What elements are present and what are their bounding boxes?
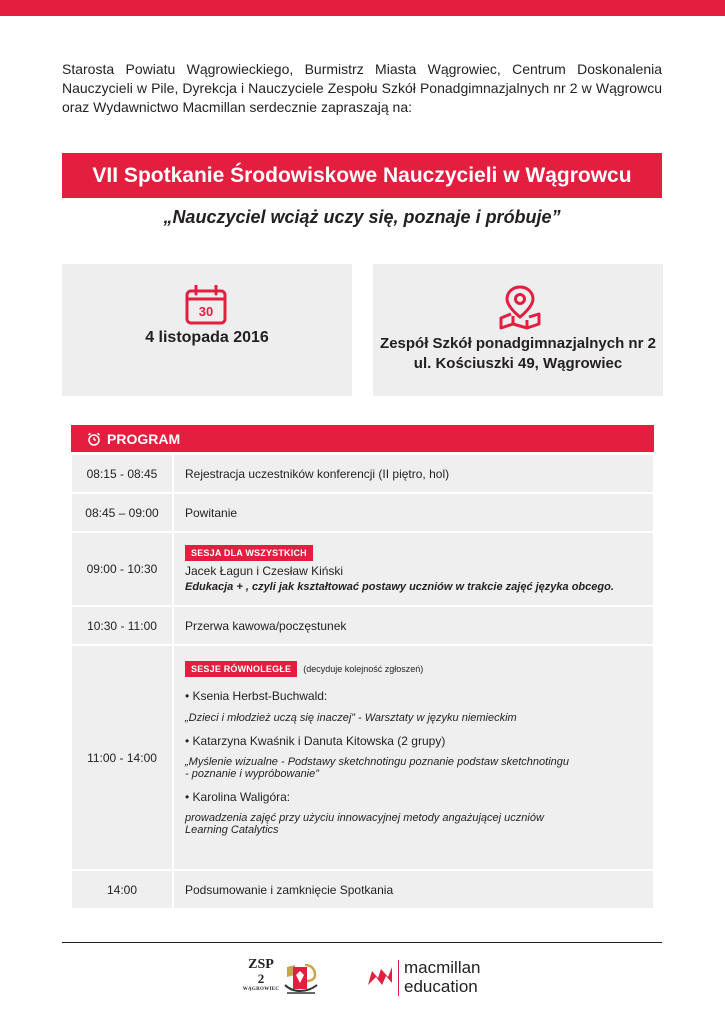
row-description: Podsumowanie i zamknięcie Spotkania [185,882,394,897]
invitation-intro: Starosta Powiatu Wągrowieckiego, Burmistrz Miasta Wągrowiec, Centrum Doskonalenia Nauczycieli w Pile, Dyrekcja i Nauczyciele Zespołu Szkół Ponadgimnazjalnych nr 2 w Wągrowcu oraz Wydawnictwo Macmillan serdecznie zapraszają na: [62,61,662,115]
logo-separator [398,960,399,996]
table-row [72,871,653,908]
session-topic-cont: - poznanie i wypróbowanie” [185,768,319,780]
session-note: (decyduje kolejność zgłoszeń) [303,664,424,674]
row-description: Przerwa kawowa/poczęstunek [185,618,347,633]
program-heading: PROGRAM [107,430,181,447]
table-row [72,607,653,644]
school-emblem-icon [281,957,321,999]
location-name: Zespół Szkół ponadgimnazjalnych nr 2 [380,335,656,352]
education-wordmark: education [404,977,478,996]
event-motto: „Nauczyciel wciąż uczy się, poznaje i próbuje” [163,207,561,227]
row-description: Powitanie [185,505,238,520]
top-accent-bar [0,0,725,16]
event-title-banner [62,153,662,198]
table-row [72,646,653,869]
event-title: VII Spotkanie Środowiskowe Nauczycieli w Wągrowcu [92,163,632,187]
program-header [71,425,654,452]
session-speaker: • Katarzyna Kwaśnik i Danuta Kitowska (2 grupy) [185,734,446,748]
row-time: 08:15 - 08:45 [72,455,174,492]
macmillan-m-icon [366,963,394,989]
session-speaker: • Karolina Waligóra: [185,790,291,804]
calendar-icon [185,285,227,330]
row-description: Rejestracja uczestników konferencji (II piętro, hol) [185,466,450,481]
map-pin-icon [498,284,542,335]
macmillan-logo [366,958,506,998]
zsp-school-logo: ZSP 2 WĄGROWIEC [241,957,321,1003]
footer-divider [62,942,662,943]
table-row [72,494,653,531]
table-row [72,455,653,492]
table-row [72,533,653,605]
row-time: 11:00 - 14:00 [72,646,174,869]
session-topic: Edukacja + , czyli jak kształtować postawy uczniów w trakcie zajęć języka obcego. [185,581,614,593]
session-topic-cont: Learning Catalytics [185,824,279,836]
alarm-clock-icon [87,432,101,446]
row-time: 14:00 [72,871,174,908]
session-topic: „Myślenie wizualne - Podstawy sketchnotingu poznanie podstaw sketchnotingu [185,756,569,768]
row-time: 09:00 - 10:30 [72,533,174,605]
location-street: ul. Kościuszki 49, Wągrowiec [413,355,623,372]
session-badge: SESJE RÓWNOLEGŁE [185,661,297,677]
session-topic: prowadzenia zajęć przy użyciu innowacyjnej metody angażującej uczniów [185,812,544,824]
session-topic: „Dzieci i młodzież uczą się inaczej” - Warsztaty w języku niemieckim [185,712,517,724]
event-date: 4 listopada 2016 [145,329,269,346]
row-time: 10:30 - 11:00 [72,607,174,644]
location-address [373,334,663,374]
session-badge: SESJA DLA WSZYSTKICH [185,545,313,561]
row-time: 08:45 – 09:00 [72,494,174,531]
macmillan-wordmark: macmillan [404,958,481,977]
session-speakers: Jacek Łagun i Czesław Kiński [185,564,344,578]
calendar-day: 30 [198,304,214,319]
session-speaker: • Ksenia Herbst-Buchwald: [185,689,328,703]
